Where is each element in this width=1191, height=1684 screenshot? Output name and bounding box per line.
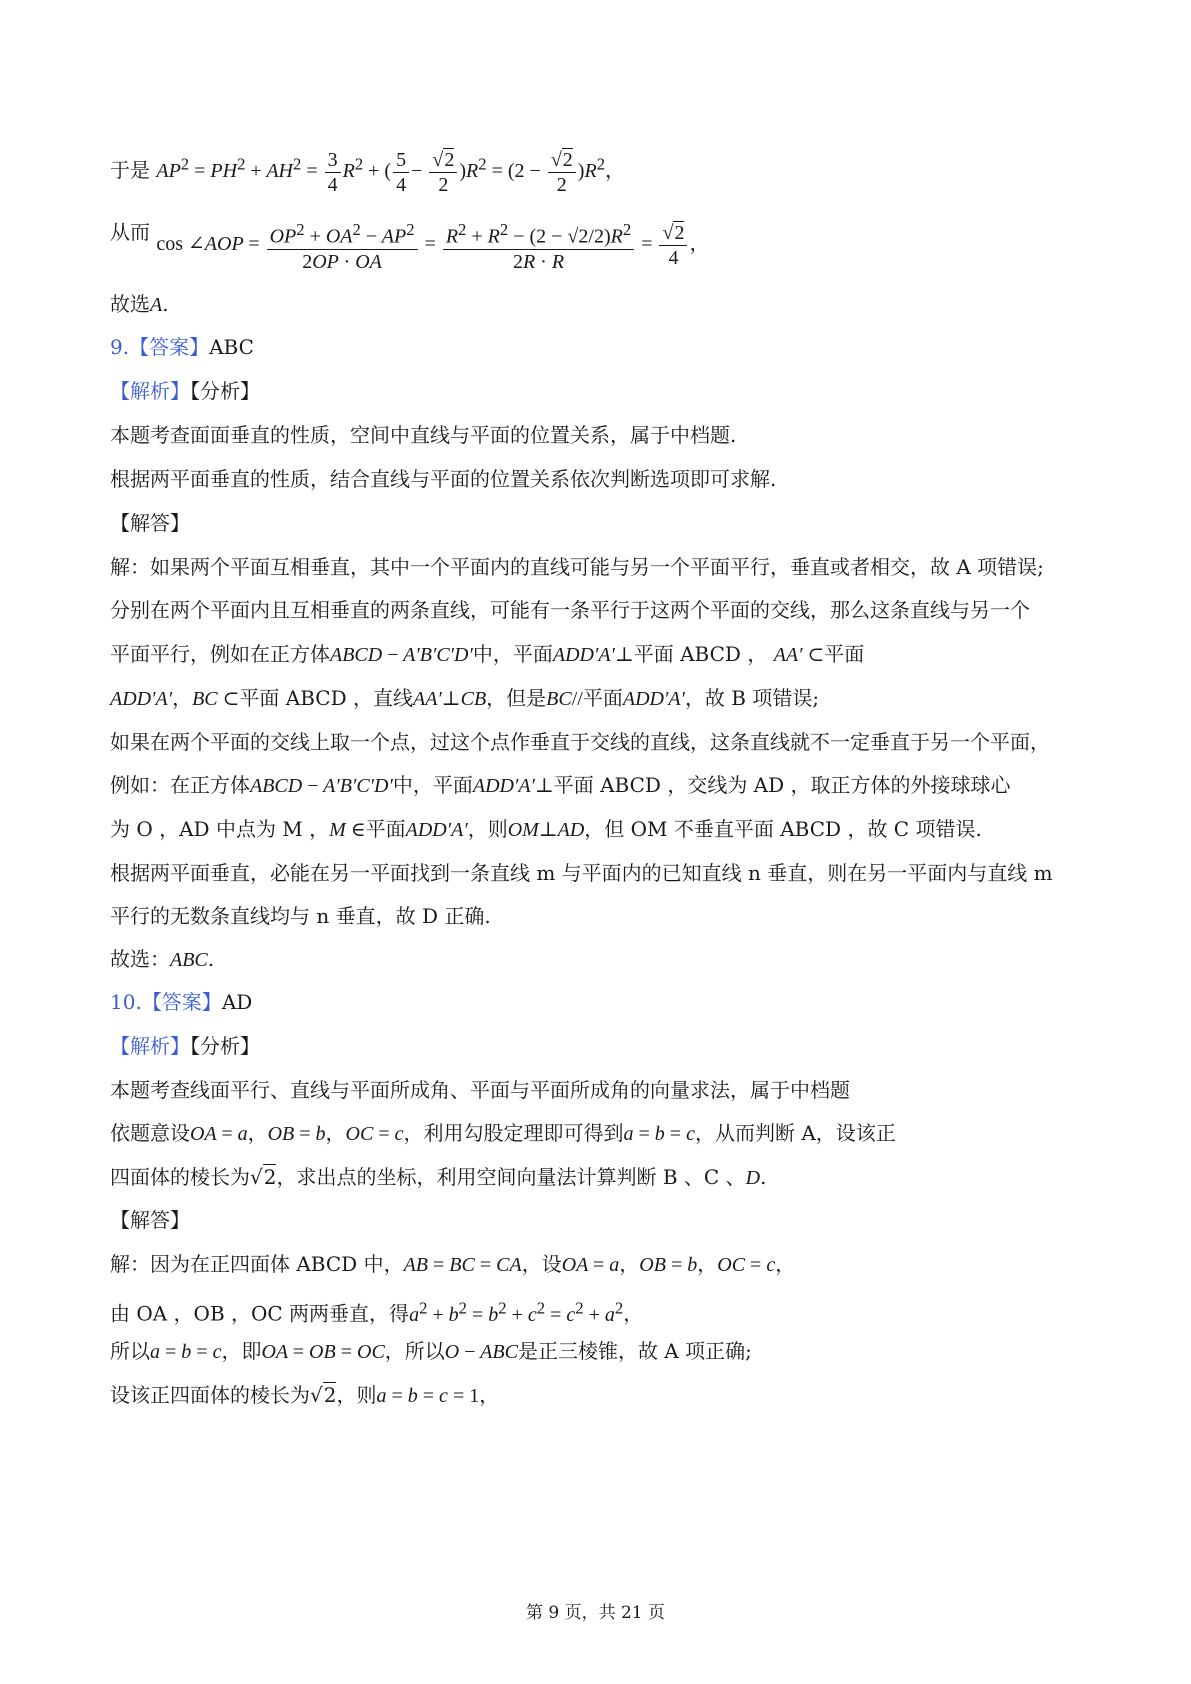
q10-solution-3: 所以a = b = c，即OA = OB = OC，所以O − ABC是正三棱锥，故 A 项正确; <box>110 1339 752 1363</box>
text: 平面 <box>824 642 865 666</box>
q9-solution-9: 平行的无数条直线均与 n 垂直，故 D 正确. <box>110 904 491 928</box>
conclusion-line: 故选A. <box>110 292 169 316</box>
text: ，设 <box>521 1252 562 1276</box>
q10-solution-2: 由 OA ，OB ，OC 两两垂直，得$a^2 + b^2 = b^2 + c^2 = c^2 + a^2$， <box>110 1298 644 1326</box>
text: 平面 ABCD ，直线 <box>239 686 413 710</box>
q10-analysis-1: 本题考查线面平行、直线与平面所成角、平面与平面所成角的向量求法，属于中档题 <box>110 1078 850 1102</box>
q10-analysis-heading <box>110 1032 260 1060</box>
q9-number: 9. <box>110 335 130 359</box>
text: ， <box>172 686 193 710</box>
text: 故选： <box>110 947 170 971</box>
text: 从而 <box>110 220 150 244</box>
q9-solution-3: 平面平行，例如在正方体ABCD − A′B′C′D′中，平面ADD′A′⊥平面 ABCD ， AA′ ⊂平面 <box>110 642 865 666</box>
text: ，所以 <box>384 1339 445 1363</box>
equation-ap-squared: 于是 $AP^2 = PH^2 + AH^2$ = $\frac{3}{4}$ $R^2$ + ( $\frac{5}{4}$ − $\frac{√2}{2}$ )$R^2 = (2$ − $\frac{√2}{2}$ )$R^2$， <box>110 149 626 196</box>
text: ，则 <box>467 817 508 841</box>
text: ，但是 <box>486 686 547 710</box>
text: 依题意设 <box>110 1121 190 1145</box>
answer-tag: 【答案】 <box>141 990 222 1014</box>
q9-answer-heading <box>110 333 254 361</box>
q10-number: 10. <box>110 990 142 1014</box>
text: 平面平行，例如在正方体 <box>110 642 330 666</box>
q9-analysis-1: 本题考查面面垂直的性质，空间中直线与平面的位置关系，属于中档题. <box>110 423 737 447</box>
page-footer: 第 9 页，共 21 页 <box>525 1603 666 1623</box>
math-var: ABC <box>170 949 208 971</box>
text: ，利用勾股定理即可得到 <box>403 1121 624 1145</box>
jiexi-tag: 【解析】 <box>110 1034 190 1058</box>
jiexi-tag: 【解析】 <box>110 379 190 403</box>
text: ，则 <box>336 1383 377 1407</box>
text: 设该正四面体的棱长为 <box>110 1383 310 1407</box>
text: 解：因为在正四面体 ABCD 中， <box>110 1252 404 1276</box>
text: 为 O ，AD 中点为 M ， <box>110 817 330 841</box>
text: 中，平面 <box>392 773 473 797</box>
q9-answer: ABC <box>209 335 254 359</box>
text: 平面 ABCD ，交线为 AD ，取正方体的外接球球心 <box>553 773 1011 797</box>
q9-analysis-heading <box>110 377 260 405</box>
answer-tag: 【答案】 <box>129 335 210 359</box>
q9-solution-7: 为 O ，AD 中点为 M ，M ∈平面ADD′A′，则OM⊥AD，但 OM 不垂直平面 ABCD ，故 C 项错误. <box>110 817 982 841</box>
text: ，即 <box>221 1339 262 1363</box>
q10-answer-heading <box>110 988 252 1016</box>
text: ，从而判断 A，设该正 <box>694 1121 896 1145</box>
q10-analysis-3: 四面体的棱长为√2，求出点的坐标，利用空间向量法计算判断 B 、C 、D. <box>110 1165 767 1189</box>
q10-solution-1: 解：因为在正四面体 ABCD 中，AB = BC = CA，设OA = a，OB = b，OC = c， <box>110 1252 796 1276</box>
text: 平面 <box>365 817 406 841</box>
q9-solution-10: 故选：ABC. <box>110 947 215 971</box>
q9-solution-heading: 【解答】 <box>110 511 190 535</box>
text: 是正三棱锥，故 A 项正确; <box>517 1339 752 1363</box>
equation-cos-aop: 从而 cos ∠AOP = $\frac{OP^2 + OA^2 - AP^2}{2OP \cdot OA}$ = $\frac{R^2 + R^2 - (2 - √2/2)R^2}{2R \cdot R}$ = $\frac{√2}{4}$ ， <box>110 220 710 273</box>
text: 例如：在正方体 <box>110 773 250 797</box>
q9-solution-6: 例如：在正方体ABCD − A′B′C′D′中，平面ADD′A′⊥平面 ABCD ，交线为 AD ，取正方体的外接球球心 <box>110 773 1011 797</box>
q9-solution-1: 解：如果两个平面互相垂直，其中一个平面内的直线可能与另一个平面平行，垂直或者相交，故 A 项错误; <box>110 555 1044 579</box>
q10-analysis-2: 依题意设OA = a，OB = b，OC = c，利用勾股定理即可得到a = b = c，从而判断 A，设该正 <box>110 1121 896 1145</box>
text: 由 OA ，OB ，OC 两两垂直，得 <box>110 1301 410 1326</box>
math-var: A <box>150 294 163 316</box>
q9-solution-2: 分别在两个平面内且互相垂直的两条直线，可能有一条平行于这两个平面的交线，那么这条直线与另一个 <box>110 598 1030 622</box>
q9-solution-8: 根据两平面垂直，必能在另一平面找到一条直线 m 与平面内的已知直线 n 垂直，则在另一平面内与直线 m <box>110 861 1053 885</box>
q10-solution-4: 设该正四面体的棱长为√2，则a = b = c = 1， <box>110 1383 500 1407</box>
q10-solution-heading: 【解答】 <box>110 1208 190 1232</box>
text: 四面体的棱长为 <box>110 1165 250 1189</box>
q10-answer: AD <box>221 990 253 1014</box>
text: ，但 OM 不垂直平面 ABCD ，故 C 项错误. <box>584 817 982 841</box>
fenxi-tag: 【分析】 <box>190 1034 260 1058</box>
q9-solution-5: 如果在两个平面的交线上取一个点，过这个点作垂直于交线的直线，这条直线就不一定垂直于另一个平面， <box>110 730 1050 754</box>
q9-solution-4: ADD′A′，BC ⊂平面 ABCD ，直线AA′⊥CB，但是BC//平面ADD′A′，故 B 项错误; <box>110 686 820 710</box>
text: ，故 B 项错误; <box>684 686 820 710</box>
text: 所以 <box>110 1339 150 1363</box>
text: 平面 <box>582 686 623 710</box>
text: 于是 <box>110 158 150 183</box>
text: 故选 <box>110 292 150 316</box>
q9-analysis-2: 根据两平面垂直的性质，结合直线与平面的位置关系依次判断选项即可求解. <box>110 467 777 491</box>
fenxi-tag: 【分析】 <box>190 379 260 403</box>
text: 平面 ABCD ， <box>633 642 768 666</box>
text: 中，平面 <box>472 642 553 666</box>
text: ，求出点的坐标，利用空间向量法计算判断 B 、C 、 <box>276 1165 746 1189</box>
